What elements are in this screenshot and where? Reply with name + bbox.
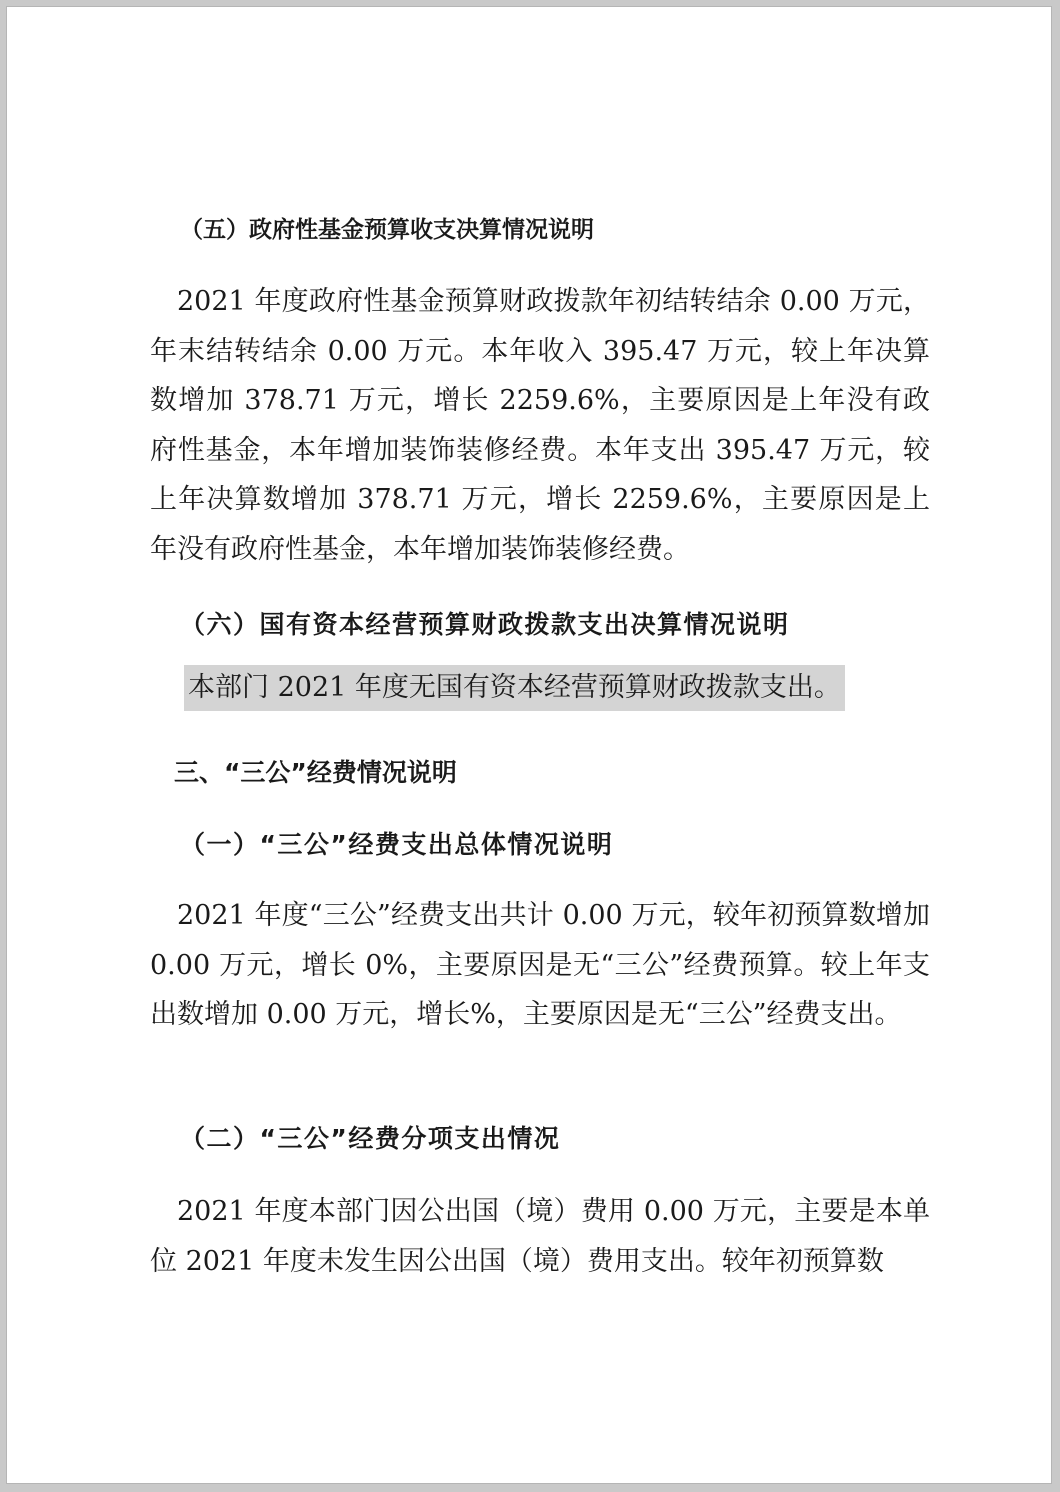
paragraph-state-capital-highlighted: 本部门 2021 年度无国有资本经营预算财政拨款支出。 <box>184 665 845 711</box>
heading-three-public-overall: （一）“三公”经费支出总体情况说明 <box>180 830 614 859</box>
heading-three-public-items: （二）“三公”经费分项支出情况 <box>180 1124 561 1153</box>
heading-three-public: 三、“三公”经费情况说明 <box>174 758 457 787</box>
document-page <box>6 6 1052 1484</box>
paragraph-three-public-items: 2021 年度本部门因公出国（境）费用 0.00 万元，主要是本单位 2021 年度未发生因公出国（境）费用支出。较年初预算数 <box>150 1196 930 1277</box>
heading-gov-fund: （五）政府性基金预算收支决算情况说明 <box>180 217 594 243</box>
paragraph-three-public-overall: 2021 年度“三公”经费支出共计 0.00 万元，较年初预算数增加 0.00 万元，增长 0%，主要原因是无“三公”经费预算。较上年支出数增加 0.00 万元，增长%，主要原因是无“三公”经费支出。 <box>150 900 930 1030</box>
heading-state-capital: （六）国有资本经营预算财政拨款支出决算情况说明 <box>180 610 790 639</box>
paragraph-gov-fund: 2021 年度政府性基金预算财政拨款年初结转结余 0.00 万元，年末结转结余 0.00 万元。本年收入 395.47 万元，较上年决算数增加 378.71 万元，增长 2259.6%，主要原因是上年没有政府性基金，本年增加装饰装修经费。本年支出 395.47 万元，较上年决算数增加 378.71 万元，增长 2259.6%，主要原因是上年没有政府性基金，本年增加装饰装修经费。 <box>150 286 930 565</box>
